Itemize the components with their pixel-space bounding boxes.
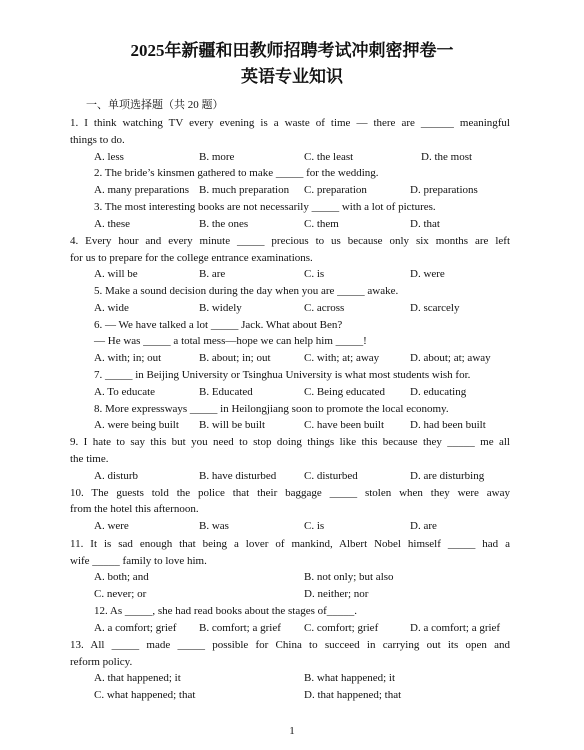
question-13-option-a: A. that happened; it (94, 672, 181, 684)
question-1-stem-line-1: 1. I think watching TV every evening is a waste of time — there are ______ meaningful (70, 117, 510, 129)
question-9-option-a: A. disturb (94, 470, 138, 482)
question-13-stem-line-1: 13. All _____ made _____ possible for China to succeed in carrying out its open and (70, 639, 510, 651)
question-9-stem-line-2: the time. (70, 453, 109, 465)
question-10-option-c: C. is (304, 520, 325, 532)
question-3-option-a: A. these (94, 218, 131, 230)
question-12-option-a: A. a comfort; grief (94, 622, 177, 634)
question-12-option-d: D. a comfort; a grief (410, 622, 501, 634)
page-number: 1 (289, 725, 295, 737)
question-13-option-b: B. what happened; it (304, 672, 396, 684)
question-1-option-c: C. the least (304, 151, 354, 163)
question-12-stem-line-1: 12. As _____, she had read books about the stages of_____. (94, 605, 358, 617)
question-10-stem-line-1: 10. The guests told the police that their baggage _____ stolen when they were away (70, 487, 510, 499)
exam-subtitle: 英语专业知识 (241, 67, 343, 86)
question-9-stem-line-1: 9. I hate to say this but you need to stop doing things like this because they _____ me all (70, 436, 510, 448)
question-6-stem-line-2: — He was _____ a total mess—hope we can help him _____! (94, 335, 367, 347)
question-2-stem-line-1: 2. The bride’s kinsmen gathered to make _____ for the wedding. (94, 167, 379, 179)
question-2-option-a: A. many preparations (94, 184, 189, 196)
question-10-option-a: A. were (94, 520, 129, 532)
question-13-option-c: C. what happened; that (94, 689, 196, 701)
question-10-option-b: B. was (199, 520, 229, 532)
question-11-stem-line-1: 11. It is sad enough that being a lover of mankind, Albert Nobel himself _____ had a (70, 538, 510, 550)
question-3-option-d: D. that (410, 218, 440, 230)
question-13-stem-line-2: reform policy. (70, 656, 133, 668)
question-5-option-c: C. across (304, 302, 345, 314)
question-4-option-d: D. were (410, 268, 445, 280)
question-3-option-c: C. them (304, 218, 339, 230)
question-6-option-d: D. about; at; away (410, 352, 491, 364)
question-6-stem-line-1: 6. — We have talked a lot _____ Jack. What about Ben? (94, 319, 343, 331)
question-4-option-c: C. is (304, 268, 325, 280)
question-4-stem-line-1: 4. Every hour and every minute _____ precious to us because only six months are left (70, 235, 510, 247)
exam-title: 2025年新疆和田教师招聘考试冲刺密押卷一 (130, 41, 454, 60)
question-8-stem-line-1: 8. More expressways _____ in Heilongjiang soon to promote the local economy. (94, 403, 449, 415)
question-7-option-d: D. educating (410, 386, 467, 398)
question-11-option-c: C. never; or (94, 588, 147, 600)
question-11-option-d: D. neither; nor (304, 588, 369, 600)
question-11-option-b: B. not only; but also (304, 571, 394, 583)
question-4-option-b: B. are (199, 268, 226, 280)
question-1-stem-line-2: things to do. (70, 134, 125, 146)
question-13-option-d: D. that happened; that (304, 689, 402, 701)
question-6-option-c: C. with; at; away (304, 352, 380, 364)
question-5-stem-line-1: 5. Make a sound decision during the day when you are _____ awake. (94, 285, 399, 297)
question-7-stem-line-1: 7. _____ in Beijing University or Tsinghua University is what most students wish for. (94, 369, 471, 381)
question-2-option-c: C. preparation (304, 184, 367, 196)
question-11-stem-line-2: wife _____ family to love him. (70, 555, 207, 567)
question-2-option-d: D. preparations (410, 184, 478, 196)
question-9-option-c: C. disturbed (304, 470, 358, 482)
question-1-option-a: A. less (94, 151, 124, 163)
question-12-option-c: C. comfort; grief (304, 622, 379, 634)
question-9-option-d: D. are disturbing (410, 470, 485, 482)
question-3-option-b: B. the ones (199, 218, 249, 230)
question-5-option-d: D. scarcely (410, 302, 460, 314)
question-12-option-b: B. comfort; a grief (199, 622, 281, 634)
question-1-option-d: D. the most (421, 151, 473, 163)
question-5-option-b: B. widely (199, 302, 242, 314)
question-7-option-a: A. To educate (94, 386, 156, 398)
section-heading: 一、单项选择题（共 20 题） (86, 99, 224, 111)
question-10-option-d: D. are (410, 520, 437, 532)
question-8-option-d: D. had been built (410, 419, 486, 431)
question-4-stem-line-2: for us to prepare for the college entrance examinations. (70, 252, 313, 264)
question-7-option-c: C. Being educated (304, 386, 385, 398)
question-1-option-b: B. more (199, 151, 235, 163)
question-3-stem-line-1: 3. The most interesting books are not necessarily _____ with a lot of pictures. (94, 201, 436, 213)
question-10-stem-line-2: from the hotel this afternoon. (70, 503, 199, 515)
question-5-option-a: A. wide (94, 302, 129, 314)
question-11-option-a: A. both; and (94, 571, 149, 583)
question-4-option-a: A. will be (94, 268, 138, 280)
question-8-option-a: A. were being built (94, 419, 179, 431)
question-6-option-b: B. about; in; out (199, 352, 271, 364)
question-7-option-b: B. Educated (199, 386, 253, 398)
question-8-option-c: C. have been built (304, 419, 385, 431)
question-8-option-b: B. will be built (199, 419, 265, 431)
question-9-option-b: B. have disturbed (199, 470, 277, 482)
question-2-option-b: B. much preparation (199, 184, 290, 196)
question-6-option-a: A. with; in; out (94, 352, 162, 364)
